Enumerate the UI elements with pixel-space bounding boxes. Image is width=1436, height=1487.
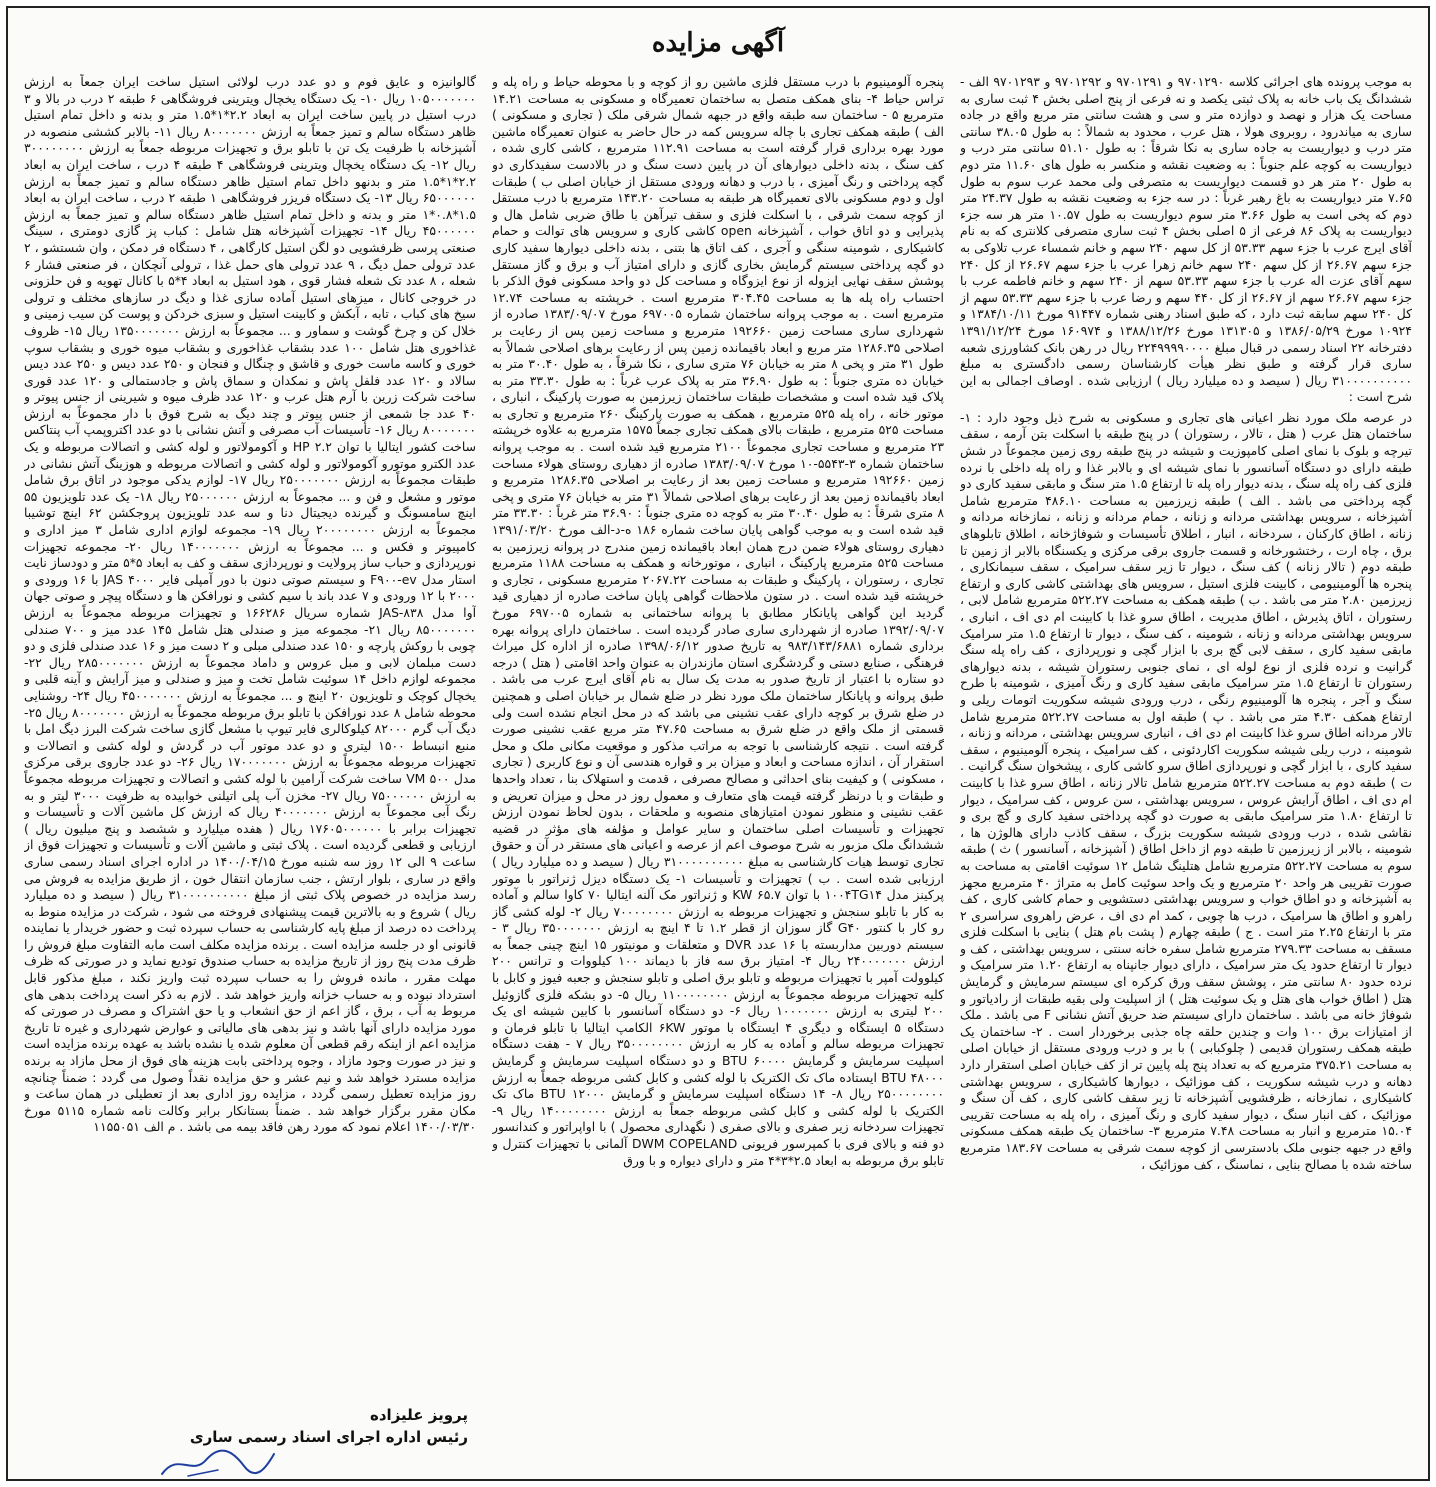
signatory-name: پرویز علیزاده (370, 1406, 468, 1424)
handwritten-signature-icon (158, 1446, 278, 1480)
column-1-paragraph-2: در عرصه ملک مورد نظر اعیانی های تجاری و مسکونی به شرح ذیل وجود دارد : ۱- ساختمان هتل عرب ( هتل ، تالار ، رستوران ) در پنج طبقه با اسکلت بتن آرمه ، سقف تیرچه و بلوک با نمای اصلی کامپوزیت و شیشه در پنج طبقه روی زمین مجموعاً در شش طبقه دارای دو دستگاه آسانسور با نمای شیشه ای و بالابر غذا و راه پله داخلی با نرده فلزی کف راه پله سنگ ، بدنه دیوار راه پله تا ارتفاع ۱.۵ متر سنگ و مابقی سفید کاری دو گچه پرداختی می باشد . الف ) طبقه زیرزمین به مساحت ۴۸۶.۱۰ مترمربع شامل آشپزخانه ، سرویس بهداشتی مردانه و زنانه ، حمام مردانه و زنانه ، نمازخانه مردانه و زنانه ، اطاق کارکنان ، سردخانه ، انبار ، اطلاق تأسیسات و شوفاژخانه ، اطلاق تابلوهای برق ، چاه ارت ، رختشورخانه و قسمت جاروی برقی مرکزی و یکسنگاه بالابر از زمین تا طبقه دوم ( تالار زنانه ) کف سنگ ، دیوار تا زیر سقف سرامیک ، سقف سیمانکاری ، پنجره ها آلومینیومی ، کابینت فلزی استیل ، سرویس های بهداشتی کاشی کاری و ارتفاع زیرزمین ۲.۸۰ متر می باشد . ب ) طبقه همکف به مساحت ۵۲۲.۲۷ مترمربع شامل لابی ، رستوران ، اتاق پذیرش ، اطاق مدیریت ، اطاق سرو غذا با کابینت ام دی اف ، انباری ، سرویس بهداشتی مردانه و زنانه ، شومینه ، کف سنگ ، دیوار تا ارتفاع ۱.۵ متر سرامیک مابقی سفید کاری ، سقف لابی گچ بری با ابزار گچی و نورپردازی ، کف راه پله سنگ گرانیت و نرده فلزی از نوع لوله ای ، نمای جنوبی رستوران شیشه ، بدنه دیوارهای رستوران تا ارتفاع ۱.۵ متر سرامیک مابقی سفید کاری و رنگ آمیزی ، شومینه با طرح سنگ و آجر ، پنجره ها آلومینیوم رنگی ، درب ورودی شیشه سکوریت اتومات ریلی و ارتفاع همکف ۴.۳۰ متر می باشد . پ ) طبقه اول به مساحت ۵۲۲.۲۷ مترمربع شامل تالار مردانه اطاق سرو غذا کابینت ام دی اف ، انباری سرویس بهداشتی ، مردانه و زنانه ، شومینه ، درب ریلی شیشه سکوریت اکاردئونی ، کف سرامیک ، پنجره آلومینیوم ، سقف سفید کاری ، با ابزار گچی و نورپردازی اطاق سرو کاشی کاری ، پیشخوان سنگ گرانیت . ت ) طبقه دوم به مساحت ۵۲۲.۲۷ مترمربع شامل تالار زنانه ، اطاق سرو غذا با کابینت ام دی اف ، اطاق آرایش عروس ، سرویس بهداشتی ، سن عروس ، کف سرامیک ، دیوار تا ارتفاع ۱.۸۰ متر سرامیک مابقی به صورت دو گچه پرداختی سفید کاری و گچ بری و نقاشی شده ، درب ورودی شیشه سکوریت بزرگ ، سقف کاذب دارای هالوژن ها ، شومینه ، بالابر از زیرزمین تا طبقه دوم از داخل اطاق ( آشپزخانه ، آسانسور ) ث ) طبقه سوم به مساحت ۵۲۲.۲۷ مترمربع شامل هتلینگ شامل ۱۲ سوئیت اقامتی به مساحت به صورت تقریبی هر واحد ۲۰ مترمربع و یک واحد سوئیت کامل به متراژ ۴۰ مترمربع مجهز به آشپزخانه و دو اطاق خواب و سرویس بهداشتی دستشویی و حمام کاشی کاری ، کف راهرو و اطاق ها سرامیک ، درب ها چوبی ، کمد ام دی اف ، عرض راهروی سراسری ۲ متر با ارتفاع ۲.۲۵ متر است . ج ) طبقه چهارم ( پشت بام هتل ) بنایی با اسکلت فلزی مسقف به مساحت ۲۷۹.۳۳ مترمربع شامل سفره خانه سنتی ، سرویس بهداشتی ، کف و دیوار تا ارتفاع حدود یک متر سرامیک ، دارای دیوار جانپناه به ارتفاع ۱.۲۰ متر سرامیک و نرده حدود ۸۰ سانتی متر ، پوشش سقف ورق کرکره ای سیستم سرمایش و گرمایش هتل ( اطاق خواب های هتل و یک سوئیت هتل ) از اسپلیت ولی بقیه طبقات از رادیاتور و شوفاژ خانه می باشد . ساختمان دارای سیستم ضد حریق آتش نشانی F می باشد . ملک از امتیازات برق ۱۰۰ وات و چندین حلقه چاه جذبی برخوردار است . ۲- ساختمان یک طبقه همکف رستوران قدیمی ( چلوکبابی ) با بر و درب ورودی مستقل از خیابان اصلی به مساحت ۳۷۵.۲۱ مترمربع که به تعداد پنج پله پایین تر از کف خیابان اصلی استقرار دارد دهانه و درب شیشه سکوریت ، کف موزائیک ، دیوارها کاشیکاری ، سرویس بهداشتی کاشیکاری ، نمازخانه ، ظرفشویی آشپزخانه تا زیر سقف کاشی کاری ، کف آن سنگ و موزائیک ، کف انبار سنگ ، دیوار سفید کاری و رنگ آمیزی ، راه پله به مساحت تقریبی ۱۵.۰۴ مترمربع و انبار به مساحت ۷.۴۸ مترمربع ۳- ساختمان یک طبقه همکف مسکونی واقع در جبهه جنوبی ملک بادسترسی از کوچه سمت شرقی به مساحت ۱۸۳.۶۷ مترمربع ساخته شده با مصالح بنایی ، نماسنگ ، کف موزائیک ، (960, 409, 1412, 1172)
notice-column-2 (492, 74, 944, 1394)
signature-block (38, 1404, 468, 1448)
notice-title: آگهی مزایده (651, 28, 785, 58)
notice-column-1 (960, 74, 1412, 1394)
column-2-paragraph-1: پنجره آلومینیوم با درب مستقل فلزی ماشین رو از کوچه و با محوطه حیاط و راه پله و تراس حیاط ۴- بنای همکف متصل به ساختمان تعمیرگاه و مسکونی به مساحت ۱۴.۲۱ مترمربع ۵ - ساختمان سه طبقه واقع در جبهه شمال شرقی ملک ( تجاری و مسکونی ) الف ) طبقه همکف تجاری با چاله سرویس کمه در حال حاضر به عنوان تعمیرگاه ماشین مورد بهره برداری قرار گرفته است به مساحت ۱۱۲.۹۱ مترمربع ، کاشی کاری شده ، کف سنگ ، بدنه داخلی دیوارهای آن در پایین دست سنگ و در بالادست سفیدکاری دو گچه پرداختی و رنگ آمیزی ، با درب و دهانه ورودی مستقل از خیابان اصلی ب ) طبقات اول و دوم مسکونی بالای تعمیرگاه هر طبقه به مساحت ۱۴۳.۲۰ مترمربع با درب مستقل از کوچه سمت شرقی ، با اسکلت فلزی و سقف تیرآهن با طاق ضربی شامل هال و پذیرایی و دو اتاق خواب ، آشپزخانه open کاشی کاری و سرویس های توالت و حمام کاشیکاری ، شومینه سنگی و آجری ، کف اتاق ها بتنی ، بدنه داخلی دیوارها سفید کاری دو گچه پرداختی سیستم گرمایش بخاری گازی و دارای امتیاز آب و برق و گاز مستقل پوشش سقف نهایی ایزوله از نوع ایزوگاه و مساحت کل دو واحد مسکونی فوق الذکر با احتساب راه پله ها به مساحت ۳۰۴.۴۵ مترمربع است . خرپشته به مساحت ۱۲.۷۴ مترمربع است . به موجب پروانه ساختمان شماره ۶۹۷۰۰۵ مورخ ۱۳۸۳/۰۹/۰۷ صادره از شهرداری ساری مساحت زمین ۱۹۲۶۶۰ مترمربع و مساحت زمین پس از رعایت بر اصلاحی ۱۲۸۶.۳۵ متر مربع و ابعاد باقیمانده زمین پس از رعایت برهای اصلاحی شمالاً به طول ۳۱ متر و پخی ۸ متر به خیابان ۷۶ متری ساری ، نکا شرقاً ، به طول ۳۰.۴۰ متر به خیابان ده متری جنوباً : به طول ۳۶.۹۰ متر به پلاک عرب غرباً : به طول ۳۳.۳۰ متر به پلاک قید شده است و مشخصات طبقات ساختمان زیرزمین به صورت پارکینگ ، انباری ، موتور خانه ، راه پله ۵۲۵ مترمربع ، همکف به صورت پارکینگ ۲۶۰ مترمربع و تجاری به مساحت ۵۲۵ مترمربع ، طبقات بالای همکف تجاری جمعاً ۱۵۷۵ مترمربع به علاوه خرپشته ۲۳ مترمربع و مساحت تجاری مجموعاً ۲۱۰۰ مترمربع قید شده است . به موجب پروانه ساختمان شماره ۳-۵۵۴۳-۱۰ مورخ ۱۳۸۳/۰۹/۰۷ صادره از دهیاری روستای هولاء مساحت زمین ۱۹۲۶۶۰ مترمربع و مساحت زمین بعد از رعایت بر اصلاحی ۱۲۸۶.۳۵ مترمربع و ابعاد باقیمانده زمین بعد از رعایت برهای اصلاحی شمالاً ۳۱ متر به خیابان ۷۶ متری و پخی ۸ متری شرقاً : به طول ۳۰.۴۰ متر به کوچه ده متری جنوباً : ۳۶.۹۰ متر غرباً : ۳۳.۳۰ متر قید شده است و به موجب گواهی پایان ساخت شماره ۱۸۶ ه-د-الف مورخ ۱۳۹۱/۰۳/۲۰ دهیاری روستای هولاء ضمن درج همان ابعاد باقیمانده زمین مندرج در پروانه زیرزمین به مساحت ۵۲۵ مترمربع پارکینگ ، انباری ، موتورخانه و همکف به مساحت ۱۱۸۸ مترمربع تجاری ، رستوران ، پارکینگ و طبقات به مساحت ۲۰۶۷.۲۲ مترمربع مسکونی ، تجاری و خرپشته قید شده است . در ستون ملاحظات گواهی پایان ساخت صادره از دهیاری قید گردید این گواهی پایانکار مطابق با پروانه ساختمانی به شماره ۶۹۷۰۰۵ مورخ ۱۳۹۲/۰۹/۰۷ صادره از شهرداری ساری صادر گردیده است . ساختمان دارای پروانه بهره برداری شماره ۹۸۳/۱۴۳/۶۸۸۱ به تاریخ صدور ۱۳۹۸/۰۶/۱۲ صادره از اداره کل میراث فرهنگی ، صنایع دستی و گردشگری استان مازندران به عنوان واحد اقامتی ( هتل ) درجه دو ستاره با اعتبار از تاریخ صدور به مدت یک سال به نام آقای ایرج عرب می باشد . طبق پروانه و پایانکار ساختمان ملک مورد نظر در ضلع شمال بر خیابان اصلی و همچنین در ضلع شرق بر کوچه دارای عقب نشینی می باشد که در محل انجام نشده است ولی قسمتی از ملک واقع در ضلع شرق به مساحت ۴۷.۶۵ متر مربع عقب نشینی صورت گرفته است . نتیجه کارشناسی با توجه به مراتب مذکور و موقعیت مکانی ملک و محل استقرار آن ، اندازه مساحت و ابعاد و میزان بر و قواره هندسی آن و نوع کاربری ( تجاری ، مسکونی ) و کیفیت بنای احداثی و مصالح مصرفی ، قدمت و استهلاک بنا ، تعداد واحدها و طبقات و با درنظر گرفته قیمت های متعارف و معمول روز در محل و میزان تعریض و عقب نشینی و منظور نمودن امتیازهای منصوبه و ملحقات ، بدون لحاظ نمودن ارزش تجهیزات و تأسیسات اصلی ساختمان و سایر عوامل و مؤلفه های مؤثر در قضیه ششدانگ ملک مزبور به شرح موصوف اعم از عرصه و اعیانی های مستقر در آن و حقوق تجاری توسط هیات کارشناسی به مبلغ ۳۱۰۰۰۰۰۰۰۰۰۰ ریال ( سیصد و ده میلیارد ریال ) ارزیابی شده است . ب ) تجهیزات و تأسیسات ۱- یک دستگاه دیزل ژنراتور با موتور پرکینز مدل ۱۰۰۴TG۱۴ با توان ۶۵.۷ KW و ژنراتور مک آلنه ایتالیا ۷۰ کاوا سالم و آماده به کار با تابلو سنجش و تجهیزات مربوطه به ارزش ۷۰۰۰۰۰۰۰۰ ریال ۲- لوله کشی گاز رو کار با کنتور G۴۰ گاز سوزان از قطر ۱.۲ تا ۴ اینچ به ارزش ۳۵۰۰۰۰۰۰۰ ریال ۳ - سیستم دوربین مداربسته با ۱۶ عدد DVR و متعلقات و مونیتور ۱۵ اینچ چینی جمعاً به ارزش ۲۴۰۰۰۰۰۰۰ ریال ۴- امتیاز برق سه فاز با دیماند ۱۰۰ کیلووات و ترانس ۲۰۰ کیلوولت آمپر با تجهیزات مربوطه و تابلو برق اصلی و تابلو سنجش و جعبه فیوز و کابل با کلیه تجهیزات مربوطه مجموعاً به ارزش ۱۱۰۰۰۰۰۰۰۰ ریال ۵- دو بشکه فلزی گازوئیل ۲۰۰ لیتری به ارزش ۱۰۰۰۰۰۰۰ ریال ۶- دو دستگاه آسانسور با کابین شیشه ای یک دستگاه ۵ ایستگاه و دیگری ۴ ایستگاه با موتور ۶KW الکامپ ایتالیا با تابلو فرمان و تجهیزات مربوطه سالم و آماده به کار به ارزش ۳۵۰۰۰۰۰۰۰۰ ریال ۷ - هفت دستگاه اسپلیت سرمایش و گرمایش ۶۰۰۰۰ BTU و دو دستگاه اسپلیت سرمایش و گرمایش ۴۸۰۰۰ BTU ایستاده ماک تک الکتریک با لوله کشی و کابل کشی مربوطه جمعاً به ارزش ۲۵۰۰۰۰۰۰۰۰ ریال ۸- ۱۴ دستگاه اسپلیت سرمایش و گرمایش ۱۲۰۰۰ BTU ماک تک الکتریک با لوله کشی و کابل کشی مربوطه جمعاً به ارزش ۱۴۰۰۰۰۰۰۰۰ ریال ۹- تجهیزات سردخانه زیر صفری و بالای صفری ( نگهداری محصول ) با اواپراتور و کندانسور دو فنه و بالای فری با کمپرسور فریونی DWM COPELAND آلمانی با تجهیزات کنترل و تابلو برق مربوطه به ابعاد ۲.۵*۳*۴ متر و دارای دیواره و با ورق (492, 74, 944, 1168)
notice-sheet (6, 6, 1430, 1481)
column-1-paragraph-1: به موجب پرونده های اجرائی کلاسه ۹۷۰۱۲۹۰ و ۹۷۰۱۲۹۱ و ۹۷۰۱۲۹۲ و ۹۷۰۱۲۹۳ الف - ششدانگ یک باب خانه به پلاک ثبتی یکصد و نه فرعی از پنج اصلی بخش ۴ ثبت ساری به مساحت یک هزار و نهصد و دوازده متر و سی و هشت سانتی متر مربع واقع در جاده ساری به میاندرود ، روبروی هولا ، هتل عرب ، محدود به شمالاً : به طول ۳۸.۰۵ سانتی متر درب و دیواریست به جاده ساری به نکا شرقاً : به طول ۵۱.۱۰ سانتی متر درب و دیواریست به کوچه علم جنوباً : به وضعیت نقشه و منکسر به طول های ۱۱.۶۰ متر دوم به طول ۲۰ متر هر دو قسمت دیواریست به متصرفی ولی محمد عرب سوم به طول ۷.۶۵ متر دیواریست به باغ رهبر غرباً : در سه جزء به وضعیت نقشه به طول ۲۴.۳۷ متر دوم که پخی است به طول ۳.۶۶ متر سوم دیواریست به طول ۱۰.۵۷ متر هر سه جزء دیواریست به پلاک ۸۶ فرعی از ۵ اصلی بخش ۴ ثبت ساری متصرفی کلانتری که به نام آقای ایرج عرب با جزء سهم ۵۳.۳۳ از کل سهم ۲۴۰ سهم و خانم شمساء عرب تلاوکی به جزء سهم ۲۶.۶۷ از کل سهم ۲۴۰ سهم خانم زهرا عرب با جزء سهم ۲۶.۶۷ از کل ۲۴۰ سهم آقای عزت اله عرب با جزء سهم ۵۳.۳۳ سهم از ۲۴۰ سهم و خانم فاطمه عرب با جزء سهم ۲۶.۶۷ سهم از ۲۶.۶۷ از کل ۴۴۰ سهم و رضا عرب با جزء سهم ۵۳.۳۳ سهم از کل ۲۴۰ سهم سابقه ثبت دارد ، که طبق اسناد رهنی شماره ۹۱۴۴۷ مورخ ۱۳۸۴/۱۰/۱۱ و ۱۰۹۲۴ مورخ ۱۳۸۶/۰۵/۲۹ و ۱۳۱۳۰۵ مورخ ۱۳۸۸/۱۲/۲۶ و ۱۶۰۹۷۴ مورخ ۱۳۹۱/۱۲/۲۴ دفترخانه ۲۲ اسناد رسمی در قبال مبلغ ۲۲۴۹۹۹۹۰۰۰۰ ریال در رهن بانک کشاورزی شعبه ساری قرار گرفته و طبق نظر هیأت کارشناسان رسمی دادگستری به مبلغ ۳۱۰۰۰۰۰۰۰۰۰۰ ریال ( سیصد و ده میلیارد ریال ) ارزیابی شده . اوصاف اجمالی به این شرح است : (960, 74, 1412, 405)
column-3-paragraph-1: گالوانیزه و عایق فوم و دو عدد درب لولائی استیل ساخت ایران جمعاً به ارزش ۱۰۵۰۰۰۰۰۰۰ ریال ۱۰- یک دستگاه یخچال ویترینی فروشگاهی ۶ طبقه ۲ درب در بالا و ۳ درب استیل در پایین ساخت ایران به ابعاد ۲.۲*۱*۱.۵ متر و بدنه و داخل تمام استیل ظاهر دستگاه سالم و تمیز جمعاً به ارزش ۸۰۰۰۰۰۰۰ ریال ۱۱- بالابر کششی منصوبه در آشپزخانه با ظرفیت یک تن با تابلو برق و تجهیزات مربوطه جمعاً به ارزش ۳۰۰۰۰۰۰۰۰ ریال ۱۲- یک دستگاه یخچال ویترینی فروشگاهی ۴ طبقه ۴ درب ، ساخت ایران به ابعاد ۲.۲*۱*۱.۵ متر و بدنهو داخل تمام استیل ظاهر دستگاه سالم و تمیز جمعاً به ارزش ۶۵۰۰۰۰۰۰ ریال ۱۳- یک دستگاه فریزر فروشگاهی ۱ طبقه ۲ درب ، ساخت ایران به ابعاد ۱.۵*۰.۸*۱ متر و بدنه و داخل تمام استیل ظاهر دستگاه سالم و تمیز جمعاً به ارزش ۴۵۰۰۰۰۰۰ ریال ۱۴- تجهیزات آشپزخانه هتل شامل : کباب پز گازی دومتری ، سینگ صنعتی پرسی ظرفشویی دو لگن استیل کارگاهی ، ۴ دستگاه فر دمکن ، وان شستشو ، ۲ عدد ترولی حمل دیگ ، ۹ عدد ترولی های حمل غذا ، ترولی آنچکان ، فر صنعتی فشار ۶ شعله ، ۸ عدد تک شعله فشار قوی ، هود استیل به ابعاد ۴*۵ با کانال تهویه و فن حلزونی در خروجی کانال ، میزهای استیل آماده سازی غذا و دیگ در سازهای مختلف و ترولی سیخ های کباب ، تابه ، آبکش و کابینت استیل و سبزی خردکن و پوست کن سیب زمینی و خلال کن و چرخ گوشت و سماور و ... مجموعاً به ارزش ۱۳۵۰۰۰۰۰۰۰ ریال ۱۵- ظروف غذاخوری هتل شامل ۱۰۰ عدد بشقاب غذاخوری و بشقاب میوه خوری و بشقاب سوپ خوری و کاسه ماست خوری و قاشق و چنگال و فنجان و ۲۵۰ عدد دیس و ۲۵۰ عدد دیس سالاد و ۱۲۰ عدد فلفل پاش و نمکدان و سماق پاش و جادستمالی و ۱۲۰ عدد قوری ساخت شرکت زرین با آرم هتل عرب و ۱۲۰ عدد ظرف میوه و شیرینی از جنس پیوتر و ۴۰ عدد جا شمعی از جنس پیوتر و چند دیگ به شرح فوق با دار مجموعاً به ارزش ۸۰۰۰۰۰۰۰ ریال ۱۶- تأسیسات آب مصرفی و آتش نشانی با دو عدد اکتروپمپ آب پنتاکس ساخت کشور ایتالیا با توان HP ۲.۲ و آکومولاتور و لوله کشی و اتصالات مربوطه و یک عدد الکترو موتورو آکومولاتور و لوله کشی و اتصالات مربوطه و هوزینگ آتش نشانی در طبقات مجموعاً به ارزش ۲۵۰۰۰۰۰۰۰ ریال ۱۷- لوازم یدکی موجود در اتاق برق شامل موتور و مشعل و فن و ... مجموعاً به ارزش ۲۵۰۰۰۰۰۰ ریال ۱۸- یک عدد تلویزیون ۵۵ اینچ سامسونگ و گیرنده دیجیتال دنا و سه عدد تلویزیون پروجکشن ۶۲ اینچ توشیبا مجموعاً به ارزش ۲۰۰۰۰۰۰۰۰ ریال ۱۹- مجموعه لوازم اداری شامل ۳ میز اداری و کامپیوتر و فکس و ... مجموعاً به ارزش ۱۴۰۰۰۰۰۰۰ ریال ۲۰- مجموعه تجهیزات نورپردازی و حباب ساز پرولایت و نورپردازی سقف و کف به ابعاد ۵*۵ متر و دودساز نایت استار مدل F۹۰۰-ev و سیستم صوتی دنون با دور آمپلی فایر ۴۰۰۰ JAS با ۱۶ ورودی و ۲۰۰۰ با ۱۲ ورودی و ۷ عدد باند با سیم کشی و نورافکن ها و دستگاه پیچر و صوتی جهان آوا مدل JAS-۸۳۸ شماره سریال ۱۶۶۲۸۶ و تجهیزات مربوطه مجموعاً به ارزش ۸۵۰۰۰۰۰۰۰ ریال ۲۱- مجموعه میز و صندلی هتل شامل ۱۴۵ عدد میز و ۷۰۰ صندلی چوبی با روکش پارچه و ۱۵۰ عدد صندلی مبلی و ۲ دست میز و ۱۶ عدد صندلی فلزی و دو دست مبلمان لابی و مبل عروس و داماد مجموعاً به ارزش ۲۸۵۰۰۰۰۰۰۰ ریال ۲۲- مجموعه لوازم داخل ۱۴ سوئیت شامل تخت و میز و صندلی و میز آرایش و آینه قلبی و یخچال کوچک و تلویزیون ۲۰ اینچ و ... مجموعاً به ارزش ۴۵۰۰۰۰۰۰۰ ریال ۲۴- روشنایی محوطه شامل ۸ عدد نورافکن با تابلو برق مربوطه مجموعاً به ارزش ۸۰۰۰۰۰۰۰ ریال ۲۵- دیگ آب گرم ۸۲۰۰۰ کیلوکالری فایر تیوپ با مشعل گازی ساخت شرکت البرز دیگ امل با منبع انبساط ۱۵۰۰ لیتری و دو عدد موتور آب در گردش و لوله کشی و اتصالات و تجهیزات مربوطه مجموعاً به ارزش ۱۷۰۰۰۰۰۰۰ ریال ۲۶- دو عدد جاروی برقی مرکزی مدل ۵۰۰ VM ساخت شرکت آرامین با لوله کشی و اتصالات و تجهیزات مربوطه مجموعاً به ارزش ۷۵۰۰۰۰۰۰ ریال ۲۷- مخزن آب پلی اتیلنی خوابیده به ظرفیت ۳۰۰۰ لیتر و به رنگ آبی مجموعاً به ارزش ۴۰۰۰۰۰۰۰ ریال که ارزش کل ماشین آلات و تأسیسات و تجهیزات برابر با ۱۷۶۰۵۰۰۰۰۰۰ ریال ( هفده میلیارد و ششصد و پنج میلیون ریال ) ارزیابی و قطعی گردیده است . پلاک ثبتی و ماشین آلات و تأسیسات و تجهیزات فوق از ساعت ۹ الی ۱۲ روز سه شنبه مورخ ۱۴۰۰/۰۴/۱۵ در اداره اجرای اسناد رسمی ساری واقع در ساری ، بلوار ارتش ، جنب سازمان انتقال خون ، از طریق مزایده به فروش می رسد مزایده در خصوص پلاک ثبتی از مبلغ ۳۱۰۰۰۰۰۰۰۰۰۰ ریال ( سیصد و ده میلیارد ریال ) شروع و به بالاترین قیمت پیشنهادی فروخته می شود ، شرکت در مزایده منوط به پرداخت ده درصد از مبلغ پایه کارشناسی به حساب سپرده ثبت و حضور خریدار یا نماینده قانونی او در جلسه مزایده است . برنده مزایده مکلف است مابه التفاوت مبلغ فروش را ظرف مدت پنج روز از تاریخ مزایده به حساب صندوق توديع نماید و در صورتی که ظرف مهلت مقرر ، مانده فروش را به حساب سپرده ثبت واریز نکند ، مبلغ مذکور قابل استرداد نبوده و به حساب خزانه واریز خواهد شد . لازم به ذکر است پرداخت بدهی های مربوط به آب ، برق ، گاز اعم از حق انشعاب و یا حق اشتراک و مصرف در صورتی که مورد مزایده دارای آنها باشد و نیز بدهی های مالیاتی و عوارض شهرداری و غیره تا تاریخ مزایده اعم از اینکه رقم قطعی آن معلوم شده یا نشده باشد به عهده برنده مزایده است و نیز در صورت وجود مازاد ، وجوه پرداختی بابت هزینه های فوق از محل مازاد به برنده مزایده مسترد خواهد شد و نیم عشر و حق مزایده نقداً وصول می گردد : ضمناً چنانچه روز مزایده تعطیل رسمی گردد ، مزایده روز اداری بعد از تعطیلی در همان ساعت و مکان مقرر برگزار خواهد شد . ضمناً بستانکار برابر وکالت نامه شماره ۵۱۱۵ مورخ ۱۴۰۰/۰۳/۳۰ اعلام نمود که مورد رهن فاقد بیمه می باشد . م الف ۱۱۵۵۰۵۱ (24, 74, 476, 1135)
notice-column-3 (24, 74, 476, 1394)
signatory-role: رئیس اداره اجرای اسناد رسمی ساری (189, 1428, 468, 1446)
